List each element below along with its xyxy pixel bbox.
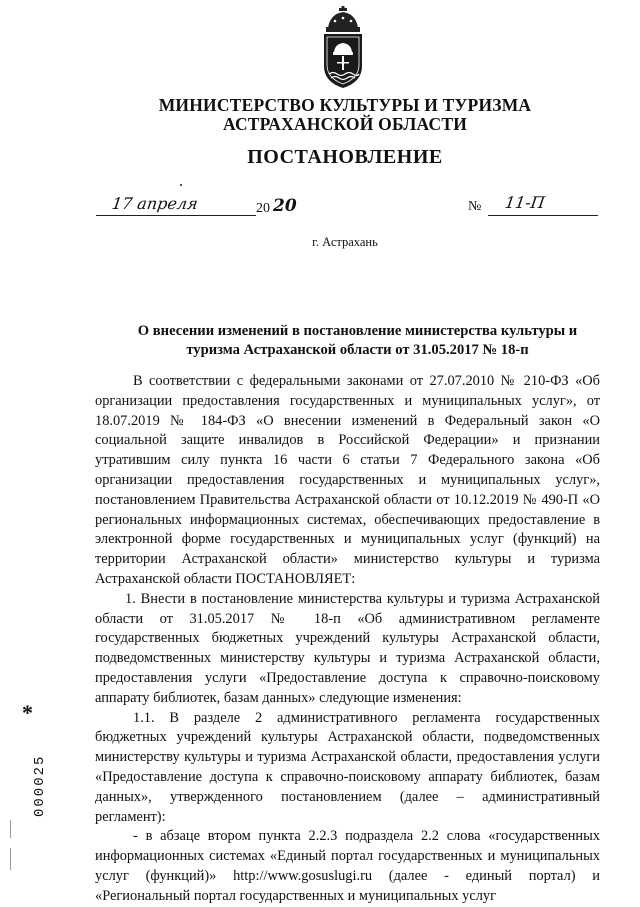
document-body (95, 372, 600, 907)
scan-edge-mark (10, 820, 11, 838)
paragraph-preamble: В соответствии с федеральными законами от 27.07.2010 № 210-ФЗ «Об организации предоставления государственных и муниципальных услуг», от 18.07.2019 № 184-ФЗ «О внесении изменений в Федеральный закон «О социальной защите инвалидов в Российской Федерации» и признании утратившим силу пункта 16 части 6 статьи 7 Федерального закона «Об организации предоставления государственных и муниципальных услуг», постановлением Правительства Астраханской области от 10.12.2019 № 490-П «О региональных информационных системах, обеспечивающих предоставление в электронной форме государственных и муниципальных услуг (функций) на территории Астраханской области» министерство культуры и туризма Астраханской области ПОСТАНОВЛЯЕТ: (95, 373, 600, 587)
year-prefix: 20 (256, 201, 270, 216)
document-type: ПОСТАНОВЛЕНИЕ (247, 146, 443, 168)
org-line-1: МИНИСТЕРСТВО КУЛЬТУРЫ И ТУРИЗМА (158, 95, 532, 115)
number-underline (488, 215, 598, 216)
number-sign: № (468, 199, 482, 214)
date-underline (96, 215, 256, 216)
scan-edge-mark (10, 848, 11, 870)
scan-speck (180, 184, 182, 186)
title-line-2: туризма Астраханской области от 31.05.2017 № 18-п (186, 342, 529, 358)
handwritten-date: 17 апреля (110, 194, 200, 213)
margin-asterisk: * (22, 700, 33, 725)
org-line-2: АСТРАХАНСКОЙ ОБЛАСТИ (222, 114, 468, 134)
city-name: г. Астрахань (312, 235, 378, 249)
paragraph-item-1: 1. Внести в постановление министерства культуры и туризма Астраханской области от 31.05.2017 № 18-п «Об административном регламенте государственных бюджетных учреждений культуры Астраханской области, подведомственных министерству культуры и туризма Астраханской области, предоставления услуги «Предоставление доступа к справочно-поисковому аппарату библиотек, базам данных» следующие изменения: (95, 590, 600, 706)
paragraph-item-1-1: 1.1. В разделе 2 административного регламента государственных бюджетных учреждений культуры Астраханской области, подведомственных министерству культуры и туризма Астраханской области, предоставления услуги «Предоставление доступа к справочно-поисковому аппарату библиотек, базам данных», утвержденного постановлением (далее – административный регламент): (95, 709, 600, 825)
handwritten-year: 20 (273, 196, 297, 216)
handwritten-number: 11-П (503, 193, 547, 212)
coat-of-arms-icon (318, 6, 368, 90)
title-line-1: О внесении изменений в постановление министерства культуры и (137, 323, 578, 339)
paragraph-item-1-1-a: - в абзаце втором пункта 2.2.3 подраздела 2.2 слова «государственных информационных системах «Единый портал государственных и муниципальных услуг (функций)» http://www.gosuslugi.ru (далее - единый портал) и «Региональный портал государственных и муниципальных услуг (95, 828, 600, 904)
margin-stamp-number (14, 735, 48, 825)
organization-name (0, 96, 640, 134)
document-title (120, 322, 595, 360)
stamp-number-text: 000025 (32, 754, 48, 817)
